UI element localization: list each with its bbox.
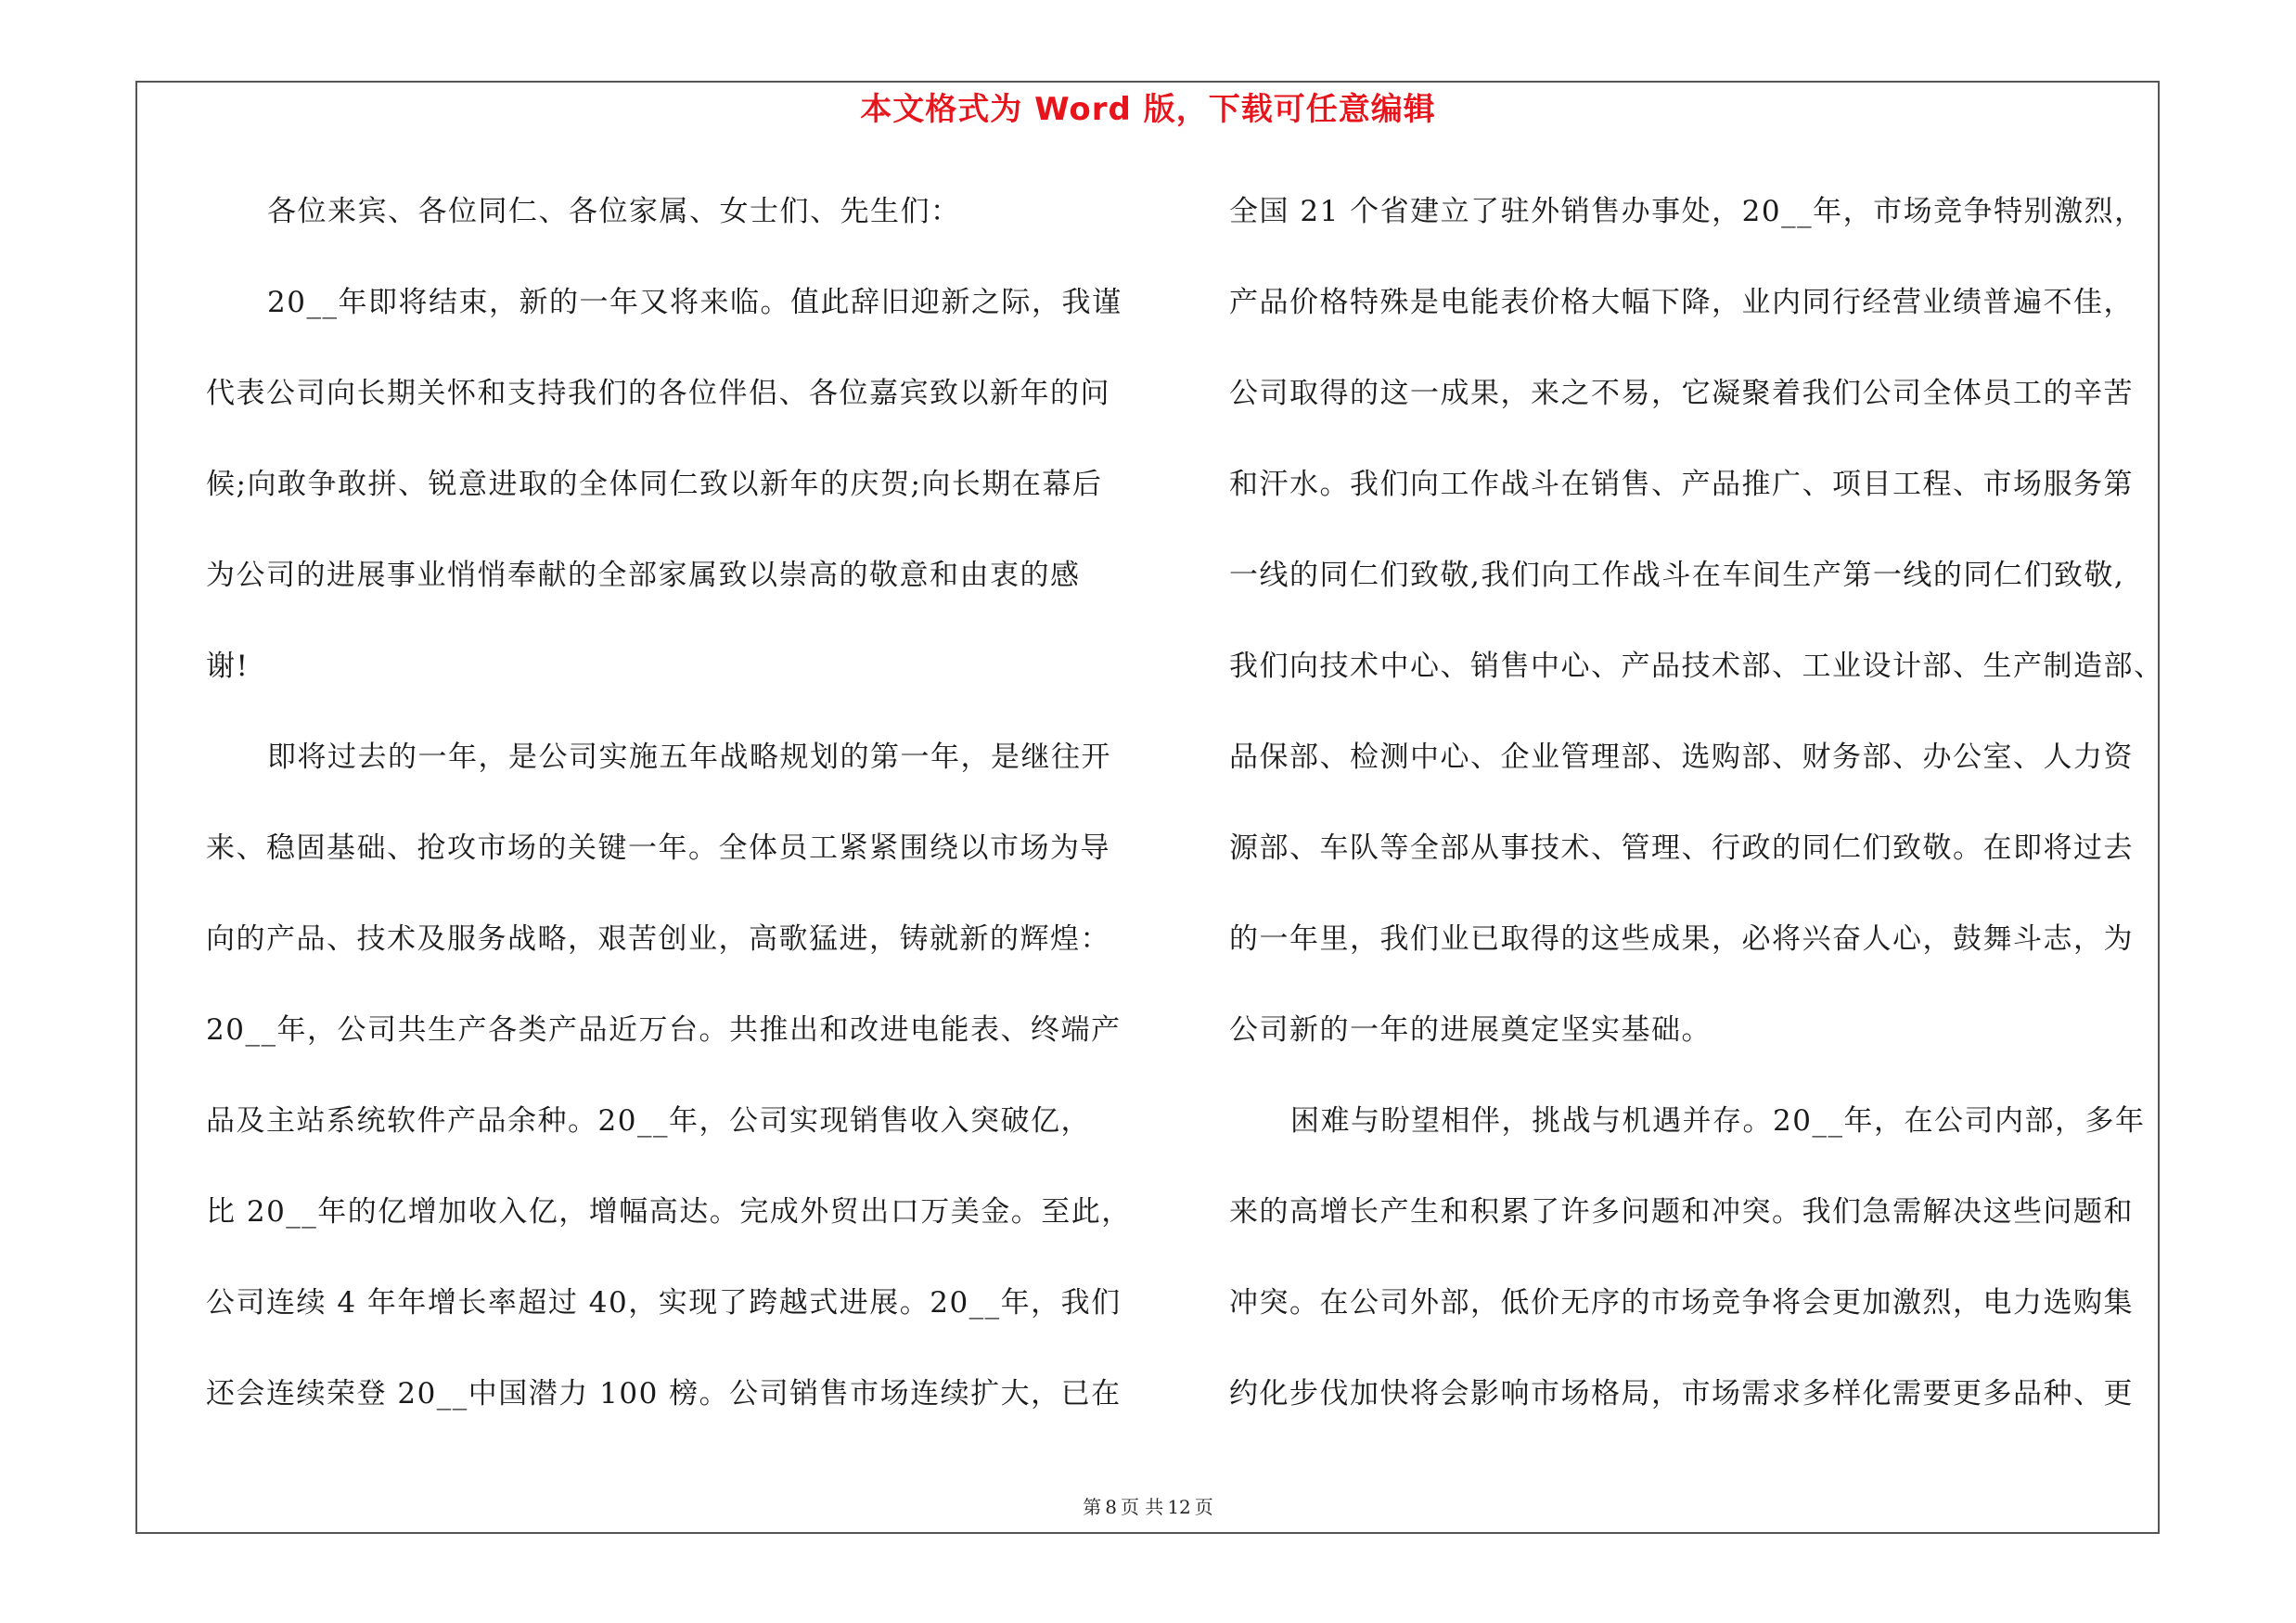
text-line: 代表公司向长期关怀和支持我们的各位伴侣、各位嘉宾致以新年的问	[206, 377, 1110, 410]
text-line: 谢!	[206, 650, 250, 683]
footer-current-page: 8	[1105, 1496, 1117, 1518]
text-line: 和汗水。我们向工作战斗在销售、产品推广、项目工程、市场服务第	[1229, 468, 2134, 501]
text-line: 一线的同仁们致敬,我们向工作战斗在车间生产第一线的同仁们致敬,	[1229, 559, 2125, 592]
footer-middle: 页 共	[1120, 1496, 1164, 1518]
text-line: 困难与盼望相伴，挑战与机遇并存。20__年，在公司内部，多年	[1290, 1104, 2146, 1138]
text-line: 冲突。在公司外部，低价无序的市场竞争将会更加激烈，电力选购集	[1229, 1286, 2134, 1320]
text-line: 20__年即将结束，新的一年又将来临。值此辞旧迎新之际，我谨	[267, 286, 1122, 319]
text-line: 全国 21 个省建立了驻外销售办事处，20__年，市场竞争特别激烈，	[1229, 195, 2145, 228]
text-line: 候;向敢争敢拼、锐意进取的全体同仁致以新年的庆贺;向长期在幕后	[206, 468, 1103, 501]
text-line: 即将过去的一年，是公司实施五年战略规划的第一年，是继往开	[267, 741, 1111, 774]
footer-total-pages: 12	[1167, 1496, 1191, 1518]
text-line: 品及主站系统软件产品余种。20__年，公司实现销售收入突破亿，	[206, 1104, 1091, 1138]
text-line: 来的高增长产生和积累了许多问题和冲突。我们急需解决这些问题和	[1229, 1195, 2134, 1229]
footer-suffix: 页	[1194, 1496, 1213, 1518]
page-footer	[0, 1495, 2296, 1519]
text-line: 源部、车队等全部从事技术、管理、行政的同仁们致敬。在即将过去	[1229, 831, 2134, 865]
text-line: 的一年里，我们业已取得的这些成果，必将兴奋人心，鼓舞斗志，为	[1229, 922, 2134, 956]
text-line: 公司连续 4 年年增长率超过 40，实现了跨越式进展。20__年，我们	[206, 1286, 1122, 1320]
text-line: 公司取得的这一成果，来之不易，它凝聚着我们公司全体员工的辛苦	[1229, 377, 2134, 410]
document-header-title: 本文格式为 Word 版，下载可任意编辑	[860, 91, 1436, 128]
text-line: 各位来宾、各位同仁、各位家属、女士们、先生们：	[267, 195, 961, 228]
text-line: 约化步伐加快将会影响市场格局，市场需求多样化需要更多品种、更	[1229, 1377, 2134, 1410]
text-line: 我们向技术中心、销售中心、产品技术部、工业设计部、生产制造部、	[1229, 650, 2164, 683]
text-line: 品保部、检测中心、企业管理部、选购部、财务部、办公室、人力资	[1229, 741, 2134, 774]
right-text-column	[1229, 186, 2168, 1459]
text-line: 公司新的一年的进展奠定坚实基础。	[1229, 1013, 1712, 1047]
text-line: 还会连续荣登 20__中国潜力 100 榜。公司销售市场连续扩大，已在	[206, 1377, 1122, 1410]
text-line: 来、稳固基础、抢攻市场的关键一年。全体员工紧紧围绕以市场为导	[206, 831, 1110, 865]
text-line: 为公司的进展事业悄悄奉献的全部家属致以崇高的敬意和由衷的感	[206, 559, 1081, 592]
text-line: 比 20__年的亿增加收入亿，增幅高达。完成外贸出口万美金。至此，	[206, 1195, 1132, 1229]
text-line: 向的产品、技术及服务战略，艰苦创业，高歌猛进，铸就新的辉煌：	[206, 922, 1110, 956]
left-text-column	[206, 186, 1152, 1459]
footer-prefix: 第	[1083, 1496, 1102, 1518]
text-line: 20__年，公司共生产各类产品近万台。共推出和改进电能表、终端产	[206, 1013, 1122, 1047]
text-line: 产品价格特殊是电能表价格大幅下降，业内同行经营业绩普遍不佳，	[1229, 286, 2134, 319]
